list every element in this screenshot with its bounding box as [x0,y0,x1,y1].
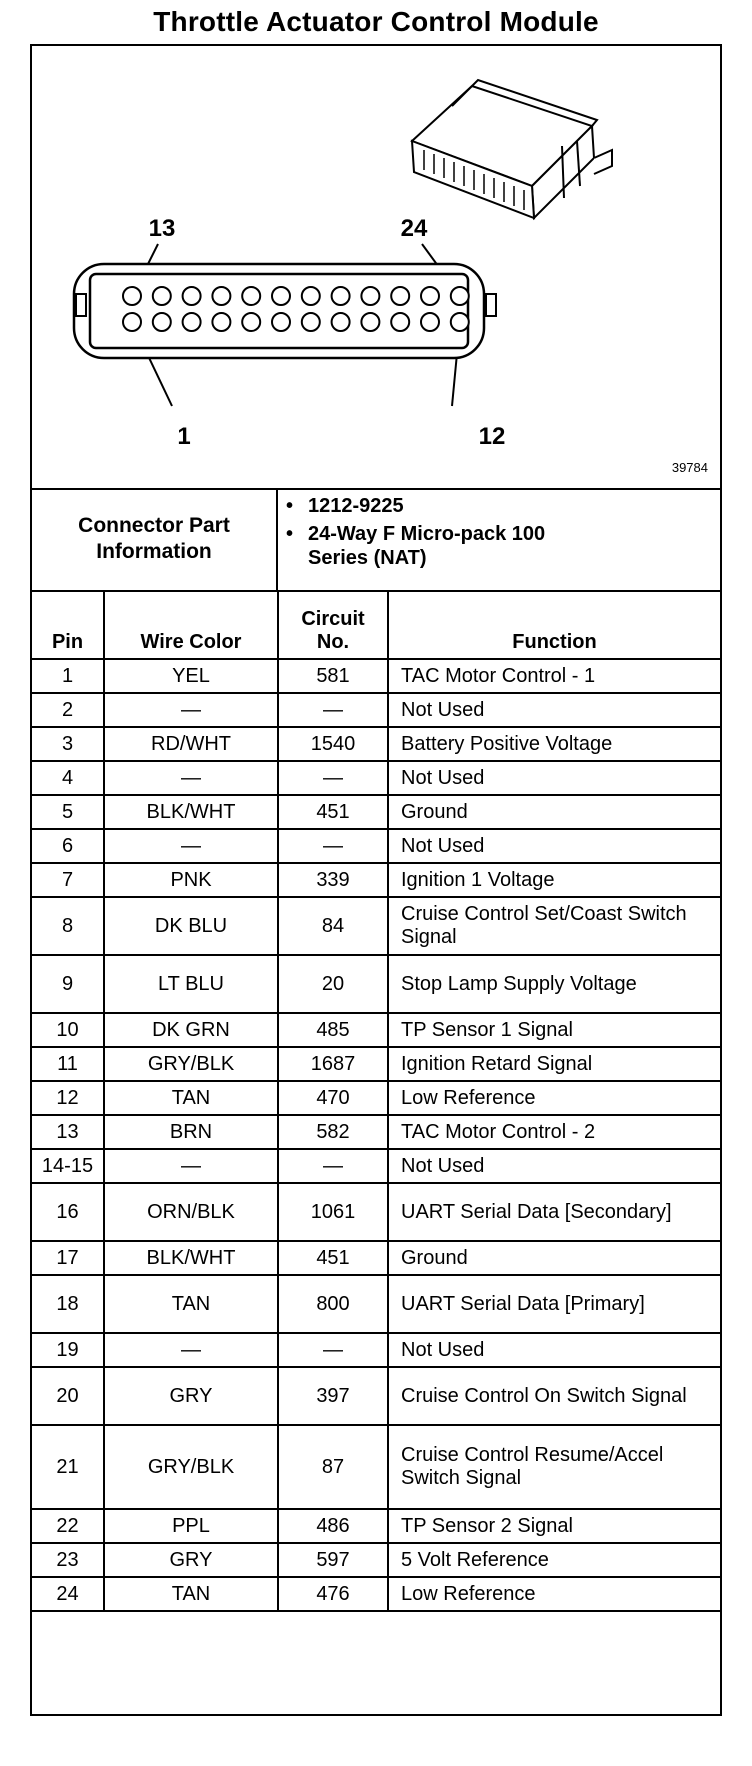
table-row [32,1275,720,1333]
function-cell: Cruise Control Set/Coast Switch Signal [388,897,720,955]
function-cell: TP Sensor 1 Signal [388,1013,720,1047]
circuit-cell: 800 [278,1275,388,1333]
function-cell: Ignition Retard Signal [388,1047,720,1081]
pin-socket [332,313,350,331]
pin-cell: 5 [32,795,104,829]
pin-cell: 13 [32,1115,104,1149]
pin-cell: 23 [32,1543,104,1577]
function-cell: UART Serial Data [Secondary] [388,1183,720,1241]
circuit-cell: 581 [278,659,388,693]
document-title: Throttle Actuator Control Module [153,6,599,37]
connector-part-info [32,488,720,592]
circuit-cell: 339 [278,863,388,897]
wire-color-cell: BLK/WHT [104,1241,278,1275]
circuit-cell: 451 [278,1241,388,1275]
function-cell: 5 Volt Reference [388,1543,720,1577]
table-row [32,1115,720,1149]
wire-color-cell: GRY/BLK [104,1047,278,1081]
pin-cell: 11 [32,1047,104,1081]
function-cell: UART Serial Data [Primary] [388,1275,720,1333]
circuit-cell: 20 [278,955,388,1013]
wire-color-cell: RD/WHT [104,727,278,761]
wire-color-cell: DK GRN [104,1013,278,1047]
wire-color-cell: LT BLU [104,955,278,1013]
circuit-cell: 1687 [278,1047,388,1081]
wire-color-cell: — [104,693,278,727]
circuit-cell: 1061 [278,1183,388,1241]
wire-color-cell: GRY [104,1367,278,1425]
pin-cell: 19 [32,1333,104,1367]
connector-face [74,264,496,358]
connector-part-label: Connector Part Information [32,488,278,590]
table-row [32,1425,720,1509]
function-cell: Low Reference [388,1081,720,1115]
pin-socket [183,313,201,331]
pin-label-13: 13 [148,215,176,242]
pin-socket [332,287,350,305]
circuit-cell: — [278,829,388,863]
pin-socket [361,287,379,305]
table-row [32,1013,720,1047]
circuit-cell: 485 [278,1013,388,1047]
connector-3d-icon [412,80,612,218]
connector-part-details [278,488,720,590]
function-cell: Battery Positive Voltage [388,727,720,761]
function-cell: Ignition 1 Voltage [388,863,720,897]
header-circuit: Circuit No. [278,591,388,659]
table-row [32,1543,720,1577]
wire-color-cell: BLK/WHT [104,795,278,829]
pin-socket [391,287,409,305]
function-cell: Cruise Control Resume/Accel Switch Signal [388,1425,720,1509]
connector-drawing [32,46,720,488]
function-cell: Not Used [388,1149,720,1183]
function-cell: Not Used [388,829,720,863]
pin-socket [272,287,290,305]
pin-socket [302,313,320,331]
table-row [32,795,720,829]
table-row [32,863,720,897]
pin-cell: 14-15 [32,1149,104,1183]
circuit-cell: 87 [278,1425,388,1509]
table-row [32,1333,720,1367]
table-row [32,1183,720,1241]
header-wire-color: Wire Color [104,591,278,659]
circuit-cell: 451 [278,795,388,829]
circuit-cell: 84 [278,897,388,955]
pin-cell: 16 [32,1183,104,1241]
circuit-cell: 476 [278,1577,388,1611]
table-row [32,955,720,1013]
pin-socket [153,313,171,331]
table-row [32,1047,720,1081]
function-cell: Not Used [388,693,720,727]
pin-cell: 10 [32,1013,104,1047]
wire-color-cell: — [104,761,278,795]
function-cell: TAC Motor Control - 2 [388,1115,720,1149]
header-pin: Pin [32,591,104,659]
table-row [32,1577,720,1611]
wire-color-cell: — [104,1149,278,1183]
pin-socket [212,313,230,331]
wire-color-cell: TAN [104,1081,278,1115]
function-cell: Stop Lamp Supply Voltage [388,955,720,1013]
pin-socket [123,313,141,331]
connector-sheet [30,44,722,1716]
pin-cell: 20 [32,1367,104,1425]
pin-socket [123,287,141,305]
table-row [32,1149,720,1183]
table-row [32,693,720,727]
pin-cell: 3 [32,727,104,761]
pin-socket [361,313,379,331]
wire-color-cell: GRY/BLK [104,1425,278,1509]
pin-socket [451,313,469,331]
part-number: • 1212-9225 [308,494,720,518]
wire-color-cell: TAN [104,1577,278,1611]
pin-cell: 4 [32,761,104,795]
wire-color-cell: BRN [104,1115,278,1149]
wire-color-cell: ORN/BLK [104,1183,278,1241]
wire-color-cell: PPL [104,1509,278,1543]
function-cell: Ground [388,795,720,829]
pin-cell: 7 [32,863,104,897]
pin-cell: 12 [32,1081,104,1115]
wire-color-cell: TAN [104,1275,278,1333]
circuit-cell: 470 [278,1081,388,1115]
pin-cell: 24 [32,1577,104,1611]
pin-cell: 2 [32,693,104,727]
circuit-cell: 597 [278,1543,388,1577]
circuit-cell: — [278,1149,388,1183]
table-row [32,1509,720,1543]
wire-color-cell: YEL [104,659,278,693]
function-cell: Not Used [388,1333,720,1367]
table-row [32,1081,720,1115]
function-cell: Low Reference [388,1577,720,1611]
circuit-cell: 582 [278,1115,388,1149]
pin-socket [153,287,171,305]
pin-label-12: 12 [478,423,506,450]
circuit-cell: 397 [278,1367,388,1425]
pin-socket [242,287,260,305]
pin-socket [421,287,439,305]
pin-cell: 17 [32,1241,104,1275]
header-function: Function [388,591,720,659]
pin-cell: 21 [32,1425,104,1509]
pin-socket [212,287,230,305]
table-row [32,659,720,693]
pin-cell: 18 [32,1275,104,1333]
table-row [32,897,720,955]
table-row [32,829,720,863]
pin-socket [302,287,320,305]
pin-cell: 9 [32,955,104,1013]
wire-color-cell: GRY [104,1543,278,1577]
pin-socket [183,287,201,305]
pin-label-1: 1 [177,423,191,450]
circuit-cell: — [278,761,388,795]
pin-label-24: 24 [400,215,428,242]
pin-socket [242,313,260,331]
connector-type: • 24-Way F Micro-pack 100 Series (NAT) [308,522,548,570]
figure-number: 39784 [671,460,708,475]
pin-socket [272,313,290,331]
table-row [32,1367,720,1425]
wire-color-cell: DK BLU [104,897,278,955]
pinout-table [32,590,720,1612]
pin-cell: 8 [32,897,104,955]
pin-cell: 22 [32,1509,104,1543]
table-row [32,761,720,795]
table-row [32,727,720,761]
pin-cell: 6 [32,829,104,863]
wire-color-cell: PNK [104,863,278,897]
function-cell: TP Sensor 2 Signal [388,1509,720,1543]
circuit-cell: — [278,693,388,727]
function-cell: TAC Motor Control - 1 [388,659,720,693]
circuit-cell: 486 [278,1509,388,1543]
wire-color-cell: — [104,1333,278,1367]
function-cell: Cruise Control On Switch Signal [388,1367,720,1425]
pin-socket [451,287,469,305]
table-row [32,1241,720,1275]
circuit-cell: 1540 [278,727,388,761]
function-cell: Ground [388,1241,720,1275]
wire-color-cell: — [104,829,278,863]
pin-socket [421,313,439,331]
pin-cell: 1 [32,659,104,693]
pin-socket [391,313,409,331]
function-cell: Not Used [388,761,720,795]
circuit-cell: — [278,1333,388,1367]
connector-diagram [32,46,720,490]
